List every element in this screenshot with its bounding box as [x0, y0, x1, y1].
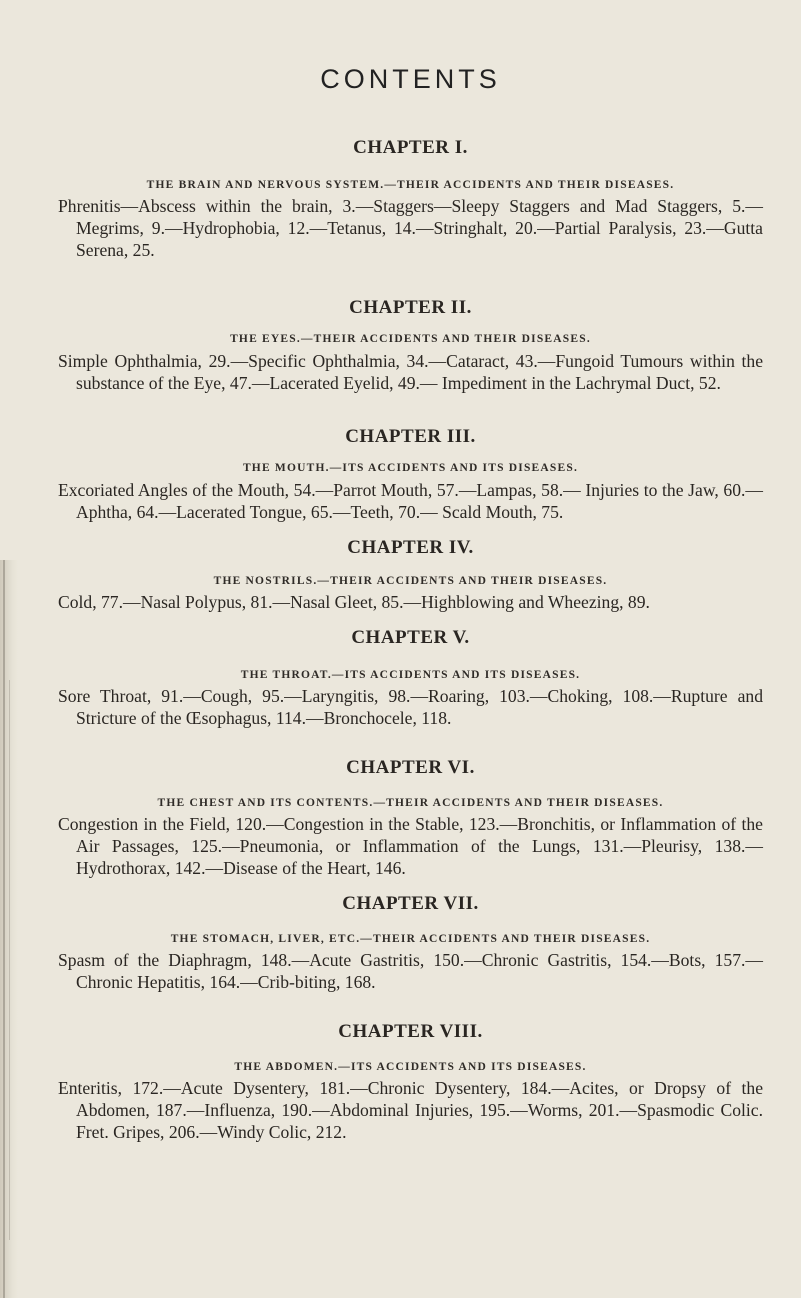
chapter-subtitle: THE MOUTH.—ITS ACCIDENTS AND ITS DISEASES. [242, 462, 579, 474]
chapter-entries: Cold, 77.—Nasal Polypus, 81.—Nasal Gleet, 85.—Highblowing and Wheezing, 89. [58, 592, 650, 612]
chapter-subtitle: THE ABDOMEN.—ITS ACCIDENTS AND ITS DISEASES. [234, 1061, 587, 1073]
chapter-entries: Spasm of the Diaphragm, 148.—Acute Gastritis, 150.—Chronic Gastritis, 154.—Bots, 157.—Chronic Hepatitis, 164.—Crib-biting, 168. [58, 950, 763, 992]
page-gutter-shadow [0, 560, 18, 1298]
chapter-subtitle: THE NOSTRILS.—THEIR ACCIDENTS AND THEIR DISEASES. [213, 575, 608, 587]
chapter-heading: CHAPTER III. [345, 426, 476, 447]
chapter-7 [58, 893, 763, 993]
chapter-subtitle: THE BRAIN AND NERVOUS SYSTEM.—THEIR ACCIDENTS AND THEIR DISEASES. [146, 179, 675, 191]
chapter-entries: Phrenitis—Abscess within the brain, 3.—Staggers—Sleepy Staggers and Mad Staggers, 5.—Megrims, 9.—Hydrophobia, 12.—Tetanus, 14.—Stringhalt, 20.—Partial Paralysis, 23.—Gutta Serena, 25. [58, 196, 763, 260]
chapter-subtitle: THE EYES.—THEIR ACCIDENTS AND THEIR DISEASES. [230, 333, 591, 345]
chapter-heading: CHAPTER I. [353, 137, 468, 158]
chapter-1 [58, 137, 763, 261]
chapter-entries: Sore Throat, 91.—Cough, 95.—Laryngitis, 98.—Roaring, 103.—Choking, 108.—Rupture and Stricture of the Œsophagus, 114.—Bronchocele, 118. [58, 686, 763, 728]
chapter-5 [58, 627, 763, 729]
chapter-8 [58, 1021, 763, 1143]
chapter-4 [58, 537, 763, 613]
chapter-entries: Excoriated Angles of the Mouth, 54.—Parrot Mouth, 57.—Lampas, 58.— Injuries to the Jaw, 60.—Aphtha, 64.—Lacerated Tongue, 65.—Teeth, 70.— Scald Mouth, 75. [58, 480, 763, 522]
chapter-subtitle: THE CHEST AND ITS CONTENTS.—THEIR ACCIDENTS AND THEIR DISEASES. [157, 797, 664, 809]
chapter-heading: CHAPTER VI. [346, 757, 475, 778]
chapter-entries: Simple Ophthalmia, 29.—Specific Ophthalmia, 34.—Cataract, 43.—Fungoid Tumours within the substance of the Eye, 47.—Lacerated Eyelid, 49.— Impediment in the Lachrymal Duct, 52. [58, 351, 763, 393]
chapter-2 [58, 297, 763, 394]
chapter-heading: CHAPTER IV. [347, 537, 474, 558]
page-title: CONTENTS [320, 64, 501, 94]
chapter-heading: CHAPTER VIII. [338, 1021, 483, 1042]
contents-page [58, 0, 763, 1143]
chapter-heading: CHAPTER II. [349, 297, 472, 318]
chapter-subtitle: THE THROAT.—ITS ACCIDENTS AND ITS DISEASES. [240, 669, 581, 681]
chapter-heading: CHAPTER V. [351, 627, 470, 648]
chapter-entries: Congestion in the Field, 120.—Congestion in the Stable, 123.—Bronchitis, or Inflammation of the Air Passages, 125.—Pneumonia, or Inflammation of the Lungs, 131.—Pleurisy, 138.—Hydrothorax, 142.—Disease of the Heart, 146. [58, 814, 763, 878]
chapter-3 [58, 426, 763, 523]
chapter-subtitle: THE STOMACH, LIVER, ETC.—THEIR ACCIDENTS AND THEIR DISEASES. [170, 933, 651, 945]
chapter-entries: Enteritis, 172.—Acute Dysentery, 181.—Chronic Dysentery, 184.—Acites, or Dropsy of the Abdomen, 187.—Influenza, 190.—Abdominal Injuries, 195.—Worms, 201.—Spasmodic Colic. Fret. Gripes, 206.—Windy Colic, 212. [58, 1078, 763, 1142]
chapter-heading: CHAPTER VII. [342, 893, 479, 914]
chapter-6 [58, 757, 763, 879]
